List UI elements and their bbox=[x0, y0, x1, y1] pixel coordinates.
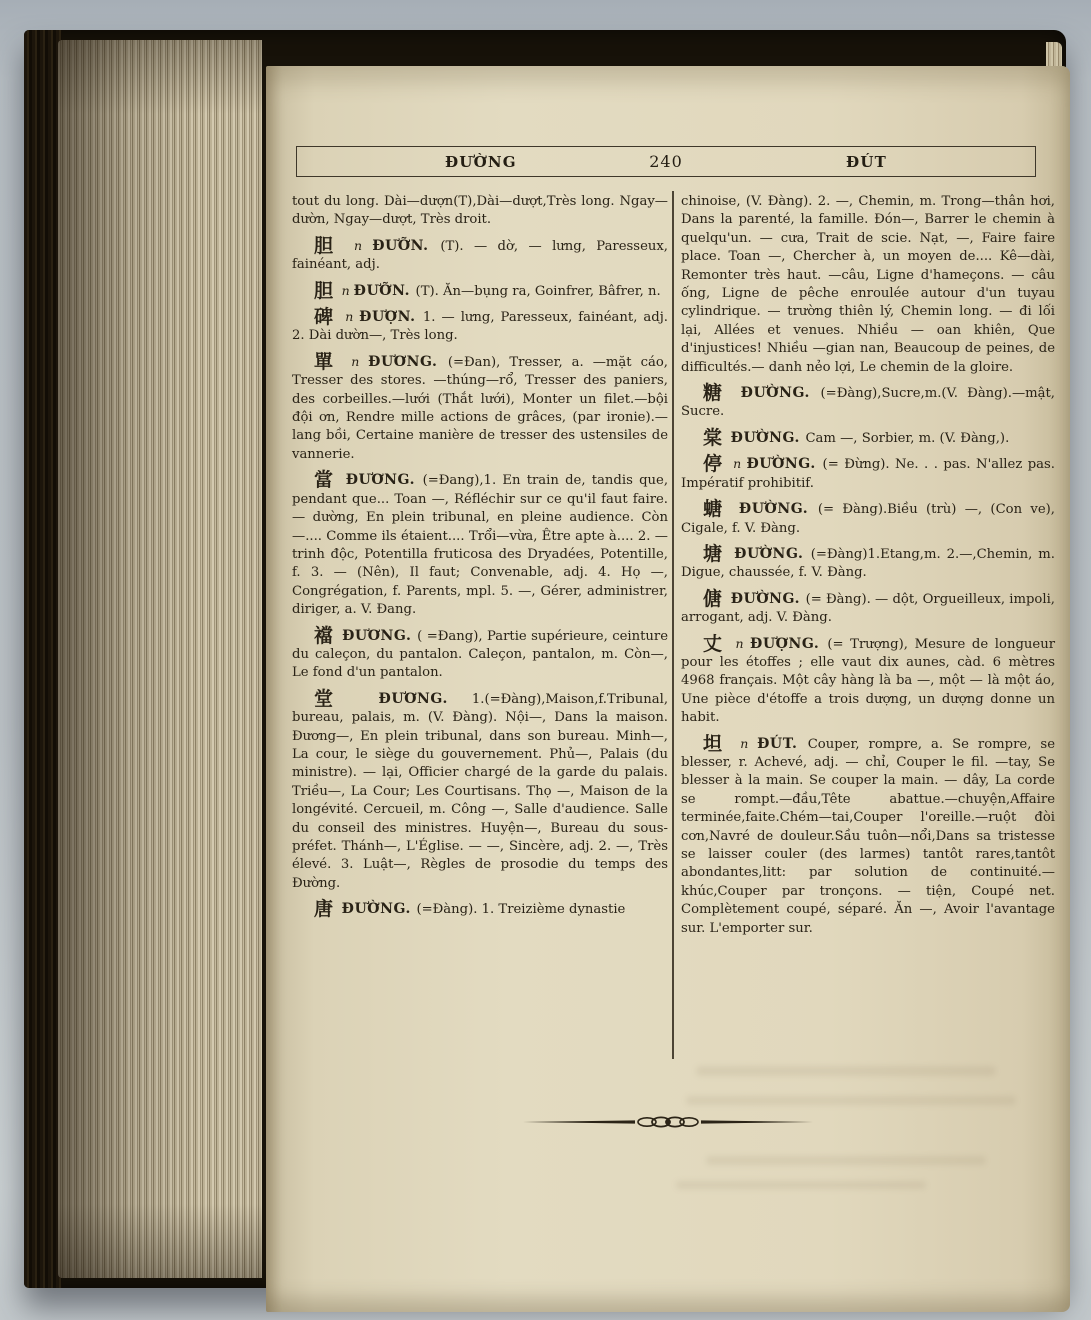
dictionary-entry: 胆 n ĐƯỠN. (T). Ăn—bụng ra, Goinfrer, Bâfrer, n. bbox=[314, 279, 661, 302]
headword: ĐƯỠN. bbox=[353, 282, 416, 299]
headword: ĐƯỢNG. bbox=[750, 635, 828, 652]
han-character: 單 bbox=[314, 350, 352, 373]
han-character: 停 bbox=[703, 453, 734, 476]
han-character: 丈 bbox=[703, 632, 736, 655]
headword: ĐƯƠNG. bbox=[345, 472, 423, 489]
dictionary-entry: 棠 ĐƯỜNG. Cam —, Sorbier, m. (V. Đàng,). bbox=[703, 426, 1010, 449]
dictionary-entry: 堂 ĐƯƠNG. 1.(=Đàng),Maison,f.Tribunal, bureau, palais, m. (V. Đàng). Nội—, Dans la maison. Đương—, En plein tribunal, dans son bureau. Minh—, La cour, le siège du gouvernement. Phủ—, Palais (du ministre). — lại, Officier chargé de la garde du palais. Triều—, La Cour; Les Courtisans. Thọ —, Maison de la longévité. Cercueil, m. Công —, Salle d'audience. Salle du conseil des ministres. Huyện—, Bureau du sous-préfet. Thánh—, L'Église. — —, Sincère, adj. 2. —, Très élevé. 3. Luật—, Règles de prosodie du temps des Đường. bbox=[292, 687, 669, 891]
running-head bbox=[296, 146, 1036, 177]
headword: ĐƯỜNG. bbox=[740, 385, 821, 402]
han-character: 糖 bbox=[703, 382, 741, 405]
grammar-mark: n bbox=[345, 309, 360, 325]
dictionary-entry: 碑 n ĐƯỢN. 1. — lưng, Paresseux, fainéant, adj. 2. Dài dườn—, Très long. bbox=[292, 306, 668, 344]
book-page bbox=[266, 66, 1070, 1312]
dictionary-entry: 停 n ĐƯỜNG. (= Đừng). Ne. . . pas. N'allez pas. Impératif prohibitif. bbox=[681, 453, 1055, 491]
han-character: 螗 bbox=[703, 498, 739, 521]
dictionary-entry: 胆 n ĐƯỠN. (T). — dờ, — lưng, Paresseux, fainéant, adj. bbox=[292, 234, 668, 273]
book-spine bbox=[24, 30, 62, 1288]
headword: ĐƯỜNG. bbox=[341, 901, 417, 918]
dictionary-entry: 丈 n ĐƯỢNG. (= Trượng), Mesure de longueur pour les étoffes ; elle vaut dix aunes, càd. 6 mètres 4968 français. Một cây hàng là ba —, một — là một áo, Une pièce d'étoffe a trois dượng, un dượng donne un habit. bbox=[681, 632, 1055, 726]
dictionary-entry: 傏 ĐƯỜNG. (= Đàng). — dột, Orgueilleux, impoli, arrogant, adj. V. Đàng. bbox=[681, 587, 1055, 626]
dictionary-entry: 當 ĐƯƠNG. (=Đang),1. En train de, tandis que, pendant que... Toan —, Réfléchir sur ce qu'il faut faire. — dường, En plein tribunal, en pleine audience. Còn —.... Comme ils étaient.... Trổi—vừa, Être apte à.... 2. —trinh độc, Potentilla fruticosa des Dryadées, Potentille, f. 3. — (Nên), Il faut; Convenable, adj. 4. Họ —, Congrégation, f. Parents, mpl. 5. —, Gérer, administrer, diriger, a. V. Đang. bbox=[292, 469, 669, 618]
dictionary-entry: 糖 ĐƯỜNG. (=Đàng),Sucre,m.(V. Đàng).—mật, Sucre. bbox=[681, 382, 1056, 420]
book-cover bbox=[24, 30, 1066, 1288]
show-through-smudge bbox=[706, 1156, 986, 1165]
headword: ĐƯỜNG. bbox=[730, 590, 806, 607]
show-through-smudge bbox=[696, 1066, 996, 1076]
dictionary-entry: 塘 ĐƯỜNG. (=Đàng)1.Etang,m. 2.—,Chemin, m. Digue, chaussée, f. V. Đàng. bbox=[681, 542, 1055, 581]
headword: ĐÚT. bbox=[757, 735, 808, 752]
running-head-right: ĐÚT bbox=[846, 152, 887, 171]
show-through-smudge bbox=[676, 1181, 926, 1189]
han-character: 傏 bbox=[703, 587, 731, 610]
dictionary-entry: chinoise, (V. Đàng). 2. —, Chemin, m. Trong—thân hơi, Dans la parenté, la famille. Đón—, Barrer le chemin à quelqu'un. — cưa, Trait de scie. Nạt, —, Faire faire place. Toan —, Chercher à, un moyen de.... Kê—dài, Remonter très haut. —câu, Ligne d'hameçons. — câu ống, Ligne de pêche enroulée autour d'un tuyau cylindrique. — trường thiên lý, Chemin long. — đi lối lại, Allées et venues. Nhiều — oan khiên, Que d'injustices! Nhiều —gian nan, Beaucoup de peines, de difficultés.— danh nẻo lợi, Le chemin de la gloire. bbox=[681, 194, 1055, 375]
headword: ĐƯƠNG. bbox=[342, 627, 418, 644]
engraved-rule-ornament-icon bbox=[523, 1114, 813, 1134]
han-character: 胆 bbox=[314, 234, 354, 257]
dictionary-entry: 襠 ĐƯƠNG. ( =Đang), Partie supérieure, ceinture du caleçon, du pantalon. Caleçon, pantalon, m. Còn—, Le fond d'un pantalon. bbox=[292, 624, 669, 681]
headword: ĐƯỢN. bbox=[359, 309, 423, 326]
headword: ĐƯỜNG. bbox=[734, 545, 811, 562]
dictionary-entry: 坦 n ĐÚT. Couper, rompre, a. Se rompre, se blesser, r. Achevé, adj. — chỉ, Couper le fil. —tay, Se blesser à la main. Se couper la main. — dây, La corde se rompt.—đầu,Tête abattue.—chuyện,Affaire terminée,faite.Chém—tai,Couper l'oreille.—ruột đòi cơn,Navré de douleur.Sầu tuôn—nổi,Dans sa tristesse se laisser couler (des larmes) tantôt rares,tantôt abondantes,litt: par solution de continuité.—khúc,Couper par tronçons. — tiện, Coupé net. Complètement coupé, séparé. Ăn —, Avoir l'avantage sur. L'emporter sur. bbox=[681, 732, 1055, 936]
han-character: 碑 bbox=[314, 306, 346, 329]
running-head-left: ĐƯỜNG bbox=[445, 152, 517, 171]
dictionary-column-left bbox=[292, 193, 668, 927]
han-character: 塘 bbox=[703, 542, 735, 565]
show-through-smudge bbox=[686, 1096, 1016, 1105]
han-character: 胆 bbox=[314, 279, 342, 302]
han-character: 襠 bbox=[314, 624, 343, 647]
han-character: 唐 bbox=[314, 898, 342, 921]
dictionary-column-right bbox=[681, 193, 1055, 945]
headword: ĐƯỜNG. bbox=[746, 456, 823, 473]
dictionary-entry: 單 n ĐƯƠNG. (=Đan), Tresser, a. —mặt cáo, Tresser des stores. —thúng—rổ, Tresser des paniers, des corbeilles.—lưới (Thắt lưới), Monter un filet.—bội đội ơn, Rendre mille actions de grâces, (par ironie).—lang bồi, Certaine manière de tresser des ustensiles de vannerie. bbox=[292, 350, 668, 462]
headword: ĐƯƠNG. bbox=[378, 690, 472, 707]
dictionary-entry: 螗 ĐƯỜNG. (= Đàng).Biều (trù) —, (Con ve), Cigale, f. V. Đàng. bbox=[681, 498, 1056, 536]
headword: ĐƯỠN. bbox=[372, 237, 441, 254]
grammar-mark: n bbox=[354, 237, 373, 253]
headword: ĐƯỜNG. bbox=[730, 429, 806, 446]
dictionary-entry: 唐 ĐƯỜNG. (=Đàng). 1. Treizième dynastie bbox=[314, 898, 626, 921]
han-character: 坦 bbox=[703, 732, 741, 755]
page-number: 240 bbox=[649, 152, 683, 171]
fanned-page-edges-left bbox=[58, 40, 262, 1278]
column-divider-rule bbox=[672, 191, 674, 1059]
grammar-mark: n bbox=[341, 282, 354, 298]
headword: ĐƯƠNG. bbox=[368, 353, 448, 370]
grammar-mark: n bbox=[740, 735, 758, 751]
grammar-mark: n bbox=[351, 353, 369, 369]
han-character: 當 bbox=[314, 469, 346, 492]
grammar-mark: n bbox=[735, 635, 751, 651]
grammar-mark: n bbox=[733, 456, 747, 472]
han-character: 棠 bbox=[703, 426, 731, 449]
han-character: 堂 bbox=[314, 687, 379, 710]
dictionary-entry: tout du long. Dài—dượn(T),Dài—dượt,Très long. Ngay—dườn, Ngay—dượt, Très droit. bbox=[292, 194, 668, 228]
headword: ĐƯỜNG. bbox=[738, 501, 818, 518]
